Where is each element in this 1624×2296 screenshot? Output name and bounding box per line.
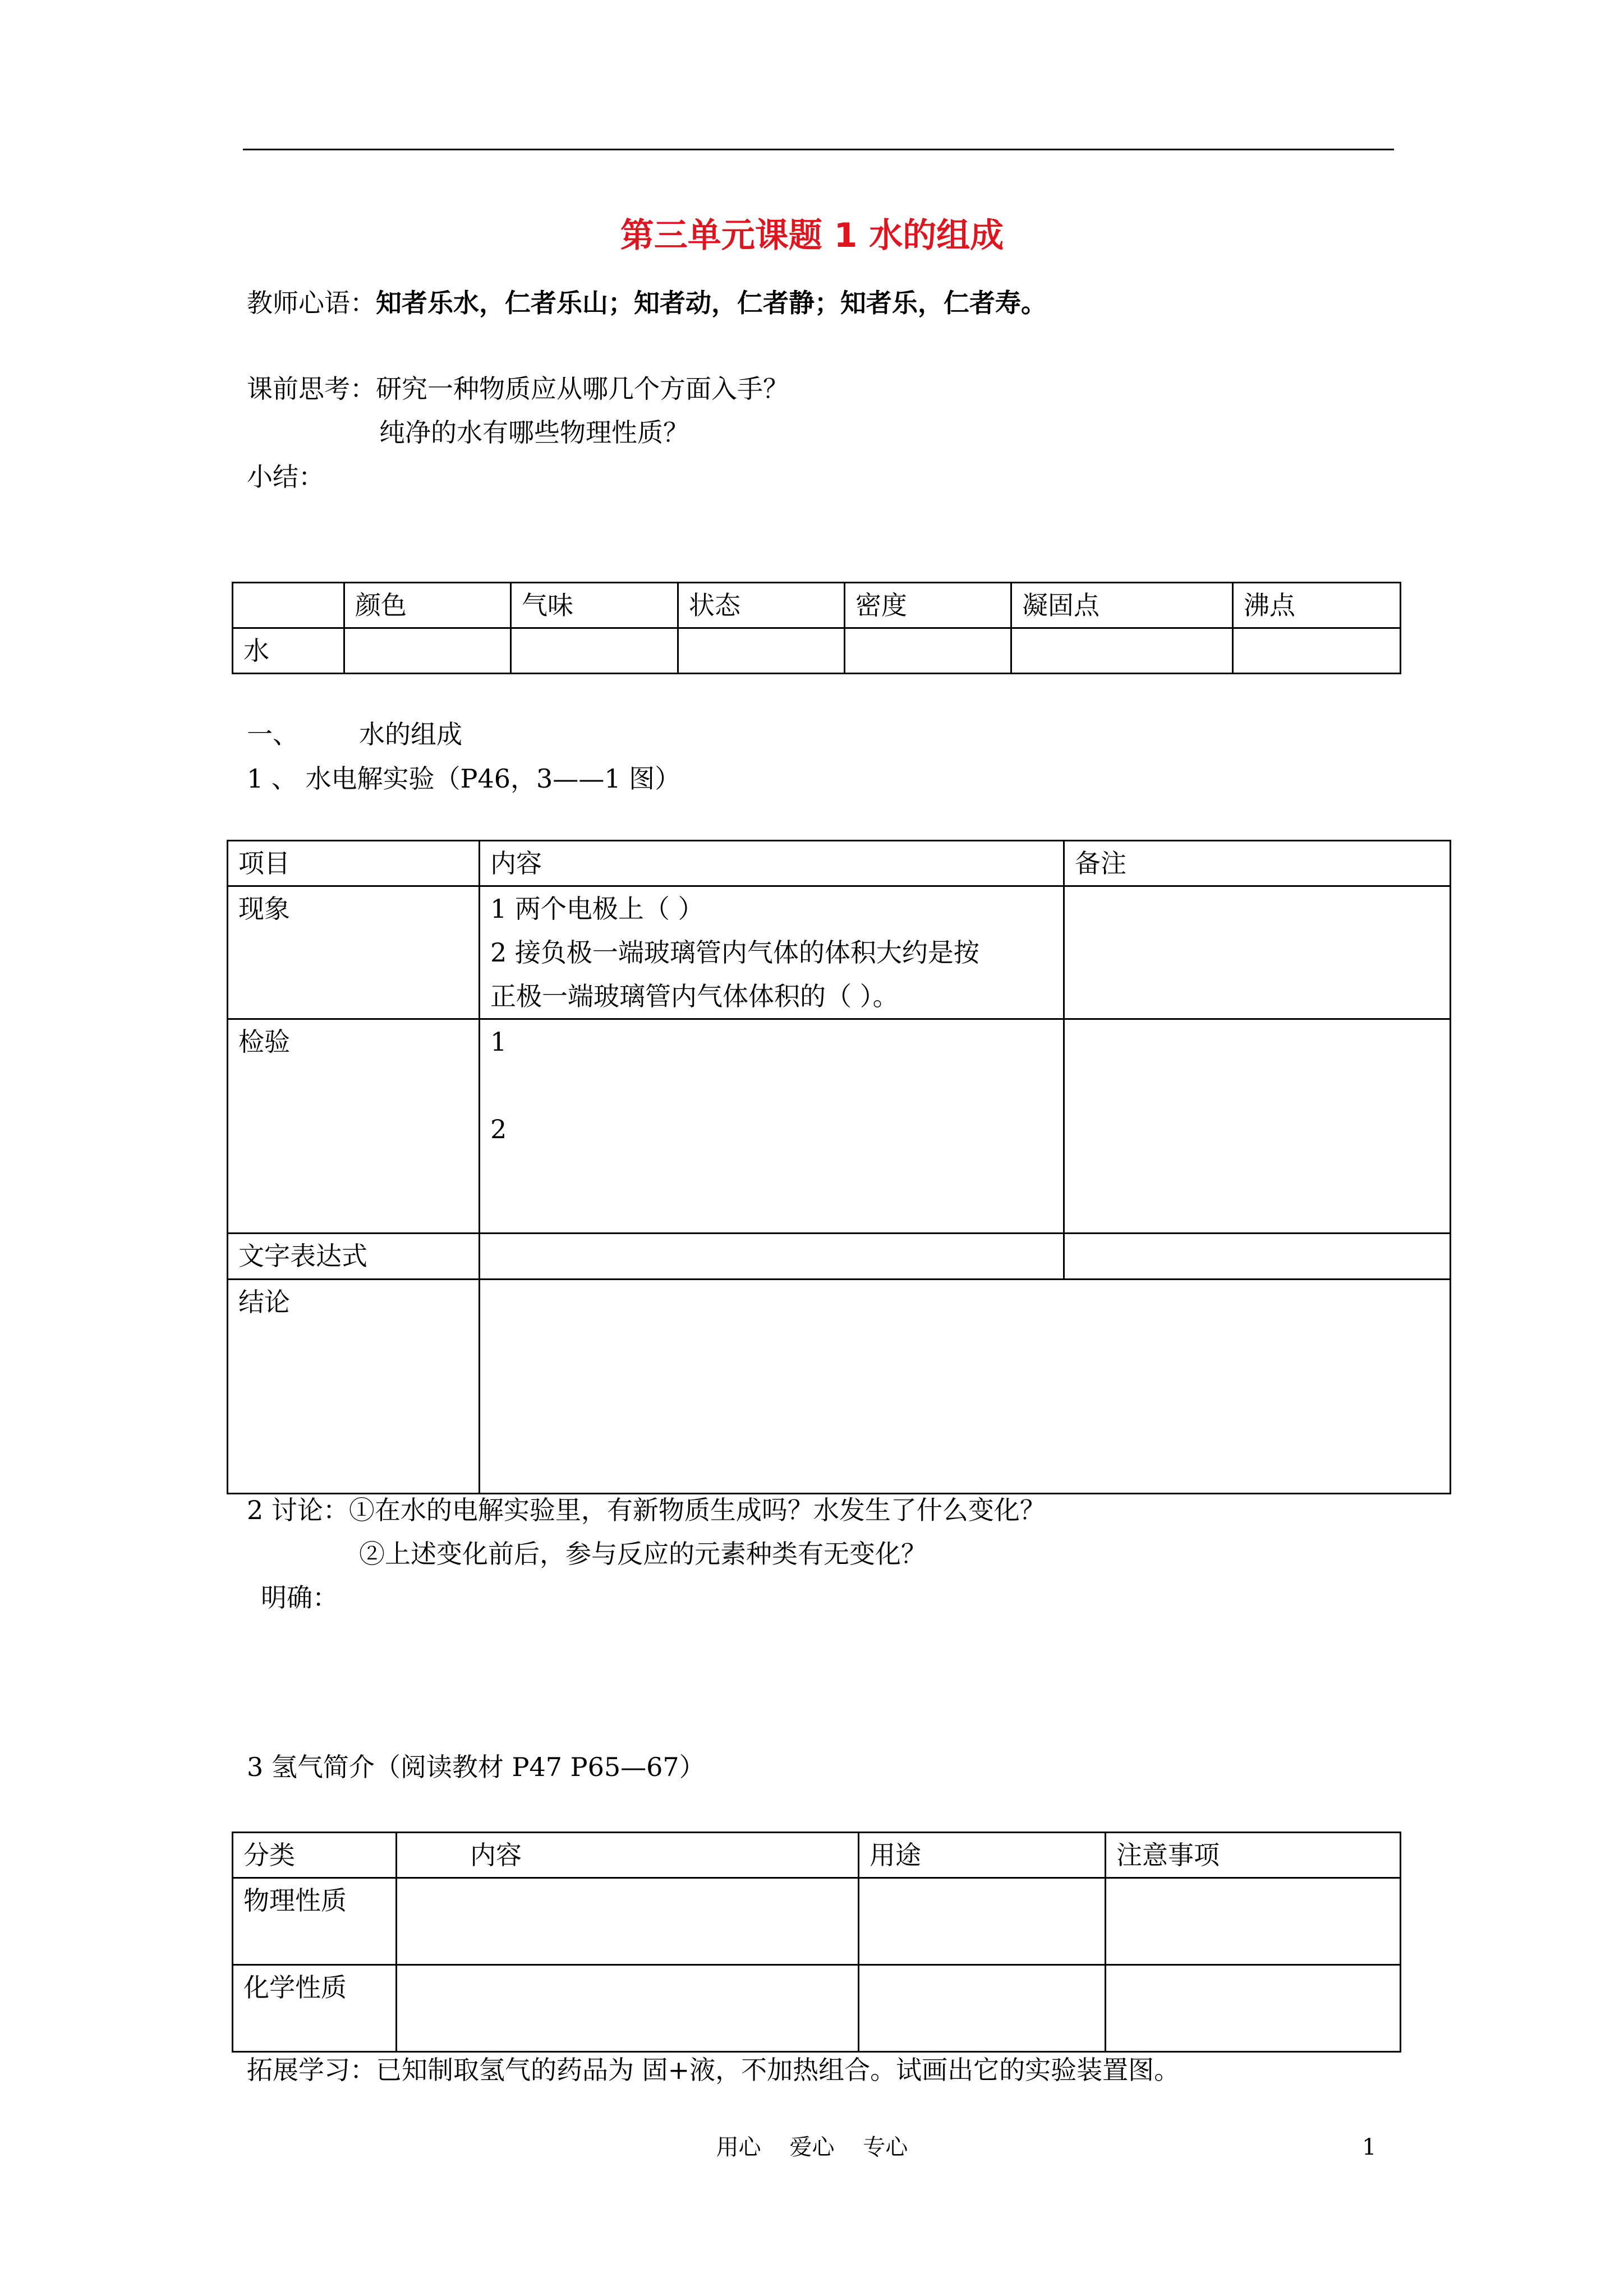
phenomenon-line-3: 正极一端玻璃管内气体体积的（ ）。	[490, 981, 899, 1011]
preview-question-1: 研究一种物质应从哪几个方面入手？	[376, 374, 789, 404]
discussion-q2: ②上述变化前后，参与反应的元素种类有无变化？	[359, 1539, 927, 1569]
discussion-clear: 明确：	[261, 1582, 338, 1613]
exp-word-equation-remark	[1064, 1234, 1451, 1280]
exp-heading: 1 、 水电解实验（P46，3——1 图）	[247, 763, 681, 794]
props-cell	[511, 628, 678, 674]
hydrogen-table	[232, 1832, 1401, 2053]
props-cell	[1233, 628, 1401, 674]
props-cell	[845, 628, 1011, 674]
props-row-label: 水	[233, 628, 344, 674]
phenomenon-line-1: 1 两个电极上（ ）	[490, 894, 704, 924]
exp-test-content	[480, 1019, 1064, 1234]
test-line-1: 1	[490, 1027, 507, 1057]
props-header-empty	[233, 583, 344, 628]
hydrogen-header-category: 分类	[233, 1833, 397, 1878]
preview-question-2: 纯净的水有哪些物理性质？	[379, 417, 689, 448]
exp-test-remark	[1064, 1019, 1451, 1234]
page-number: 1	[1362, 2134, 1377, 2160]
hydrogen-header-notes: 注意事项	[1106, 1833, 1401, 1878]
preview-line-1	[247, 372, 789, 406]
exp-conclusion-label: 结论	[228, 1280, 480, 1494]
section1-title: 水的组成	[359, 719, 462, 749]
hydrogen-cell	[1106, 1878, 1401, 1965]
props-header-state: 状态	[678, 583, 845, 628]
props-header-freezing-point: 凝固点	[1011, 583, 1233, 628]
header-rule	[243, 149, 1394, 150]
hydrogen-row-chemical: 化学性质	[233, 1965, 397, 2052]
hydrogen-cell	[859, 1965, 1106, 2052]
hydrogen-header-content: 内容	[397, 1833, 859, 1878]
hydrogen-cell	[397, 1965, 859, 2052]
exp-conclusion-content	[480, 1280, 1451, 1494]
exp-header-remark: 备注	[1064, 841, 1451, 886]
footer-motto: 用心 爱心 专心	[716, 2134, 908, 2160]
extension-task: 拓展学习：已知制取氢气的药品为 固+液，不加热组合。试画出它的实验装置图。	[247, 2055, 1180, 2085]
discussion-q1: 2 讨论：①在水的电解实验里，有新物质生成吗？水发生了什么变化？	[247, 1495, 1046, 1525]
hydrogen-cell	[859, 1878, 1106, 1965]
exp-word-equation-content	[480, 1234, 1064, 1280]
teacher-line	[247, 286, 1047, 320]
exp-test-label: 检验	[228, 1019, 480, 1234]
water-properties-table	[232, 582, 1401, 674]
exp-phenomenon-content	[480, 886, 1064, 1019]
props-cell	[678, 628, 845, 674]
props-header-odor: 气味	[511, 583, 678, 628]
exp-header-item: 项目	[228, 841, 480, 886]
exp-phenomenon-remark	[1064, 886, 1451, 1019]
preview-label: 课前思考：	[247, 374, 376, 404]
preview-summary: 小结：	[247, 462, 324, 492]
props-header-boiling-point: 沸点	[1233, 583, 1401, 628]
props-header-density: 密度	[845, 583, 1011, 628]
hydrogen-header-use: 用途	[859, 1833, 1106, 1878]
hydrogen-heading: 3 氢气简介（阅读教材 P47 P65—67）	[247, 1752, 705, 1782]
test-line-2: 2	[490, 1114, 507, 1144]
exp-header-content: 内容	[480, 841, 1064, 886]
phenomenon-line-2: 2 接负极一端玻璃管内气体的体积大约是按	[490, 937, 979, 968]
props-cell	[1011, 628, 1233, 674]
electrolysis-table	[227, 840, 1451, 1494]
props-header-color: 颜色	[344, 583, 511, 628]
teacher-label: 教师心语：	[247, 288, 376, 318]
teacher-quote: 知者乐水，仁者乐山；知者动，仁者静；知者乐，仁者寿。	[376, 288, 1047, 318]
page-title: 第三单元课题 1 水的组成	[620, 216, 1004, 255]
exp-phenomenon-label: 现象	[228, 886, 480, 1019]
hydrogen-cell	[397, 1878, 859, 1965]
props-cell	[344, 628, 511, 674]
exp-word-equation-label: 文字表达式	[228, 1234, 480, 1280]
hydrogen-row-physical: 物理性质	[233, 1878, 397, 1965]
hydrogen-cell	[1106, 1965, 1401, 2052]
section1-number: 一、	[247, 719, 298, 749]
